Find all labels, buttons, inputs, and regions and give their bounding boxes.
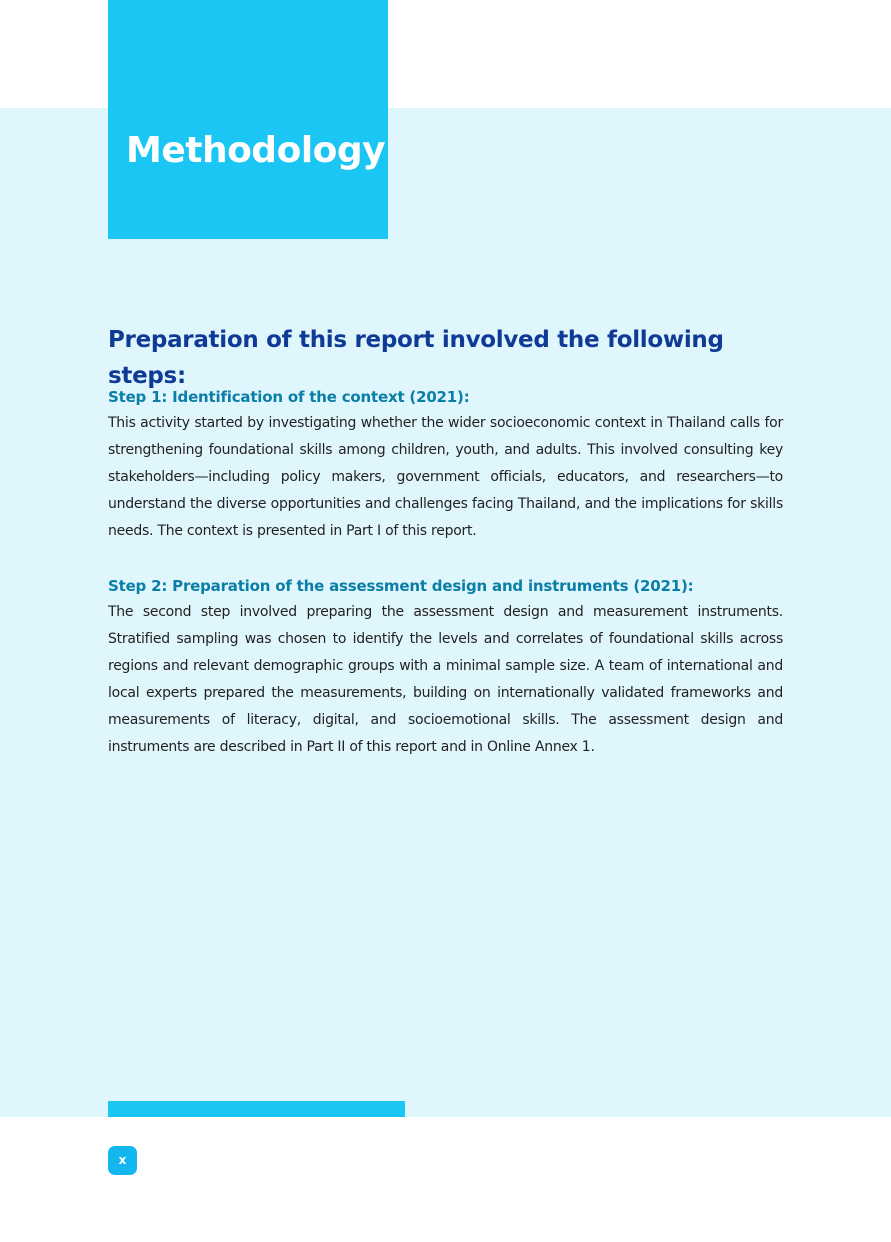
step-2-heading: Step 2: Preparation of the assessment design and instruments (2021): [108, 577, 694, 595]
step-1 [108, 386, 783, 545]
page-title: Methodology [126, 130, 386, 171]
page-number-badge: x [108, 1146, 137, 1175]
step-1-body: This activity started by investigating whether the wider socioeconomic context in Thailand calls for strengthening foundational skills among children, youth, and adults. This involved consulting key stakeholders—including policy makers, government officials, educators, and researchers—to understand the diverse opportunities and challenges facing Thailand, and the implications for skills needs. The context is presented in Part I of this report. [108, 415, 783, 539]
step-2-body: The second step involved preparing the assessment design and measurement instruments. Stratified sampling was chosen to identify the levels and correlates of foundational skills across regions and relevant demographic groups with a minimal sample size. A team of international and local experts prepared the measurements, building on internationally validated frameworks and measurements of literacy, digital, and socioemotional skills. The assessment design and instruments are described in Part II of this report and in Online Annex 1. [108, 604, 783, 755]
step-2 [108, 575, 783, 761]
main-content [108, 322, 783, 755]
step-1-heading: Step 1: Identification of the context (2021): [108, 388, 470, 406]
lead-heading: Preparation of this report involved the following steps: [108, 327, 724, 389]
footer-accent-bar [108, 1101, 405, 1117]
section-title-block [108, 0, 388, 239]
